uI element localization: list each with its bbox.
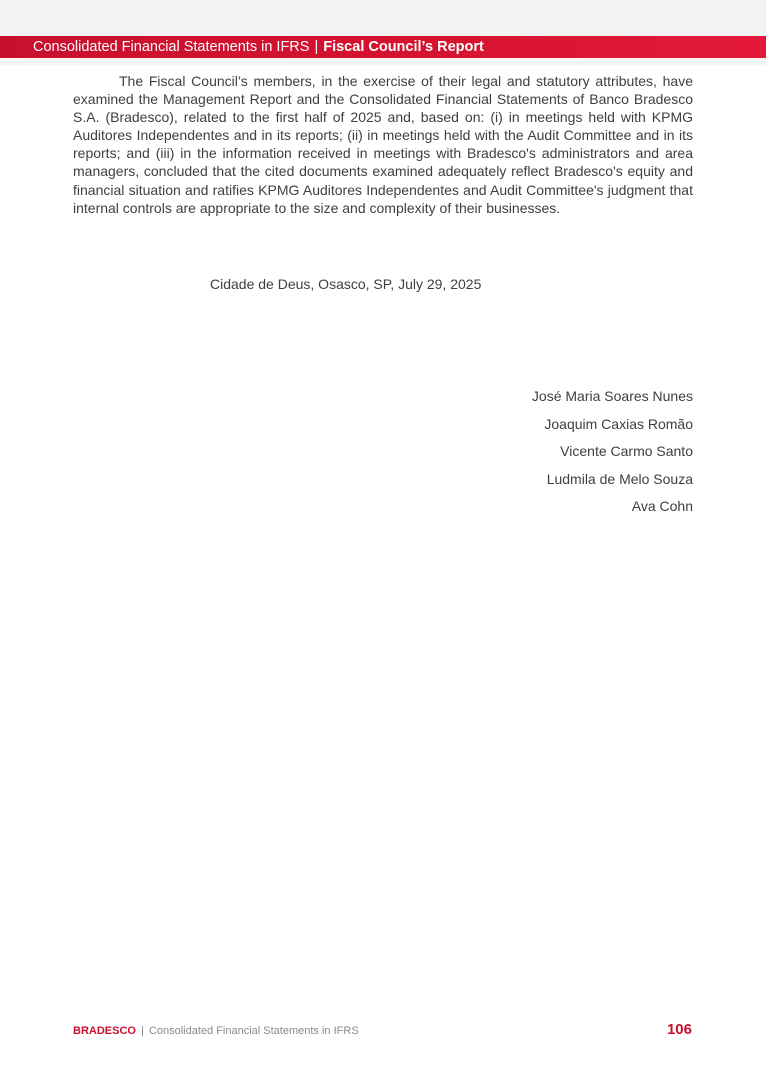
signatory-name: José Maria Soares Nunes	[531, 388, 693, 404]
signatory-name: Vicente Carmo Santo	[560, 443, 693, 459]
signatory-list	[532, 387, 693, 525]
footer-separator: |	[141, 1025, 144, 1037]
footer-document: Consolidated Financial Statements in IFRS	[148, 1025, 359, 1037]
header-section: Consolidated Financial Statements in IFRS	[33, 39, 310, 55]
header-separator: |	[314, 39, 319, 55]
page-number: 106	[666, 1021, 692, 1038]
signatory-name: Joaquim Caxias Romão	[544, 415, 693, 432]
signatory-name: Ludmila de Melo Souza	[546, 470, 693, 487]
header-shadow	[0, 58, 766, 65]
page-header	[0, 36, 766, 58]
signatory-name: Ava Cohn	[631, 498, 693, 514]
header-title: Fiscal Council’s Report	[323, 39, 484, 55]
report-paragraph: The Fiscal Council’s members, in the exercise of their legal and statutory attributes, have examined the Management Report and the Consolidated Financial Statements of Banco Bradesco S.A. (Bradesco), related to the first half of 2025 and, based on: (i) in meetings held with KPMG Auditores Independentes and in its reports; (ii) in meetings held with the Audit Committee and in its reports; and (iii) in the information received in meetings with Bradesco's administrators and area managers, concluded that the cited documents examined adequately reflect Bradesco's equity and financial situation and ratifies KPMG Auditores Independentes and Audit Committee's judgment that internal controls are appropriate to the size and complexity of their businesses.	[73, 73, 693, 216]
page-footer	[73, 1024, 359, 1038]
place-date: Cidade de Deus, Osasco, SP, July 29, 2025	[210, 276, 482, 292]
footer-brand: BRADESCO	[73, 1025, 136, 1037]
top-margin	[0, 0, 766, 36]
